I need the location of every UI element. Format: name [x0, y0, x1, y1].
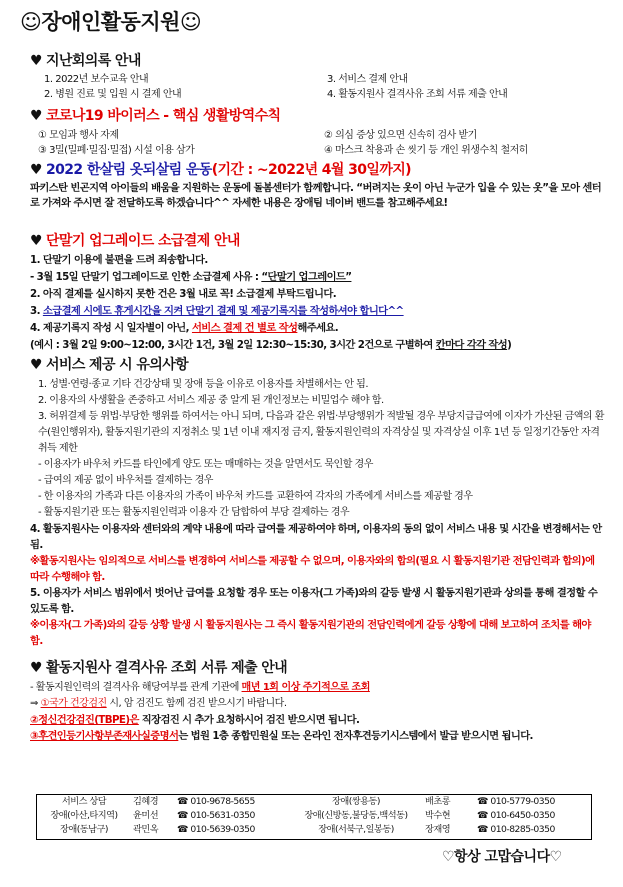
caution-body [30, 377, 605, 649]
text-line: - 활동지원기관 또는 활동지원인력과 이용자 간 담합하여 부당 결제하는 경우 [38, 507, 350, 518]
list-row [38, 143, 610, 158]
text-line: - 활동지원인력의 결격사유 해당여부를 관계 기관에 매년 1회 이상 주기적으로 조회 [30, 682, 370, 693]
text-line: - 이용자가 바우처 카드를 타인에게 양도 또는 매매하는 것을 알면서도 묵인할 경우 [38, 459, 373, 470]
heart-icon: ♥ [30, 108, 42, 124]
text-line: 3. 허위결제 등 위법·부당한 행위를 하여서는 아니 되며, 다음과 같은 위법·부당행위가 적발될 경우 부당지급급여에 이자가 가산된 금액의 환수(원인행위자), 활동지원기관의 지정취소 및 1년 이내 재지정 금지, 활동지원인력의 자격상실 및 자격상실 이후 1년 등 일정기간동안 자격취득 제한 [38, 411, 604, 454]
note-line: ※이용자(그 가족)와의 갈등 상황 발생 시 활동지원사는 그 즉시 활동지원기관의 전담인력에게 갈등 상황에 대해 보고하여 조치를 해야 함. [30, 619, 591, 647]
text-line: - 3월 15일 단말기 업그레이드로 인한 소급결제 사유 : “단말기 업그레이드” [30, 271, 352, 283]
section-heading: ♥ 지난회의록 안내 [30, 53, 141, 69]
list-item: 4. 활동지원사 결격사유 조회 서류 제출 안내 [327, 89, 508, 100]
text-line: - 급여의 제공 없이 바우처를 결제하는 경우 [38, 475, 213, 486]
list-item: ④ 마스크 착용과 손 씻기 등 개인 위생수칙 철저히 [324, 145, 528, 156]
text-line: 1. 성별·연령·종교 기타 건강상태 및 장애 등을 이유로 이용자를 차별해서는 안 됨. [38, 379, 369, 390]
text-line: 4. 활동지원사는 이용자와 센터와의 계약 내용에 따라 급여를 제공하여야 하며, 이용자의 동의 없이 서비스 내용 및 시간을 변경해서는 안 됨. [30, 523, 602, 551]
text-line: - 한 이용자의 가족과 다른 이용자의 가족이 바우처 카드를 교환하여 각자의 가족에게 서비스를 제공할 경우 [38, 491, 473, 502]
heart-icon: ♥ [30, 53, 42, 69]
section-documents [30, 657, 610, 744]
section-meeting [30, 50, 610, 102]
list-item: ③ 3밀(밀폐·밀집·밀접) 시설 이용 삼가 [38, 145, 195, 156]
heart-icon: ♥ [30, 357, 42, 373]
text-line: ②정신건강검진(TBPE)은 직장검진 시 추가 요청하시어 검진 받으시면 됩니다. [30, 714, 360, 726]
table-row: 장애(동남구) 곽민옥 ☎ 010-5639-0350 장애(서북구,일봉동) 장재영 ☎ 010-8285-0350 [59, 824, 555, 835]
section-heading: ♥ 단말기 업그레이드 소급결제 안내 [30, 233, 240, 249]
text-line: 2. 아직 결제를 실시하지 못한 건은 3월 내로 꼭! 소급결제 부탁드립니다. [30, 288, 337, 300]
list-row [38, 128, 610, 143]
text-line: ③후견인등기사항부존재사실증명서는 법원 1층 종합민원실 또는 온라인 전자후견등기시스템에서 발급 받으시면 됩니다. [30, 730, 533, 742]
list-item: ① 모임과 행사 자제 [38, 130, 119, 141]
section-heading: ♥ 코로나19 바이러스 - 핵심 생활방역수칙 [30, 108, 281, 124]
upgrade-body [30, 252, 610, 354]
list-item: 1. 2022년 보수교육 안내 [44, 74, 149, 85]
note-line: ※활동지원사는 임의적으로 서비스를 변경하여 서비스를 제공할 수 없으며, 이용자와의 합의(필요 시 활동지원기관 전담인력과 합의)에 따라 수행해야 함. [30, 555, 595, 583]
list-item: 2. 병원 진료 및 입원 시 결제 안내 [44, 89, 182, 100]
list-item: 3. 서비스 결제 안내 [327, 74, 408, 85]
meeting-list [44, 72, 610, 102]
text-line: 4. 제공기록지 작성 시 일자별이 아닌, 서비스 결제 건 별로 작성해주세요. [30, 322, 339, 334]
covid-list [38, 128, 610, 158]
footer-thanks: ♡항상 고맙습니다♡ [442, 849, 562, 865]
text-line: 5. 이용자가 서비스 범위에서 벗어난 급여를 요청할 경우 또는 이용자(그 가족)와의 갈등 발생 시 활동지원기관과 상의를 통해 결정할 수 있도록 함. [30, 587, 598, 615]
list-row [44, 87, 610, 102]
text-line: ⇒ ①국가 건강검진 시, 암 검진도 함께 검진 받으시기 바랍니다. [30, 698, 287, 709]
section-caution [30, 354, 610, 649]
text-line: 1. 단말기 이용에 불편을 드려 죄송합니다. [30, 254, 208, 266]
section-heading: ♥ 서비스 제공 시 유의사항 [30, 357, 189, 373]
text-line: 2. 이용자의 사생활을 존중하고 서비스 제공 중 알게 된 개인정보는 비밀업수 해야 함. [38, 395, 384, 406]
table-row: 장애(아산,타지역) 윤미선 ☎ 010-5631-0350 장애(신방동,불당동,백석동) 박수현 ☎ 010-6450-0350 [50, 810, 555, 821]
section-heading: ♥ 2022 한살림 옷되살림 운동(기간 : ~2022년 4월 30일까지) [30, 162, 411, 178]
heart-icon: ♥ [30, 660, 42, 676]
section-heading: ♥ 활동지원사 결격사유 조회 서류 제출 안내 [30, 660, 288, 676]
heart-icon: ♥ [30, 162, 42, 178]
text-line: 3. 소급결제 시에도 휴게시간을 지켜 단말기 결제 및 제공기록지를 작성하셔야 합니다^^ [30, 305, 404, 317]
contact-table [36, 794, 592, 840]
section-covid [30, 105, 610, 158]
table-row: 서비스 상담 김혜경 ☎ 010-9678-5655 장애(쌍용동) 배초롱 ☎ 010-5779-0350 [61, 796, 555, 807]
list-item: ② 의심 증상 있으면 신속히 검사 받기 [324, 130, 477, 141]
list-row [44, 72, 610, 87]
section-upgrade [30, 230, 610, 354]
heart-icon: ♥ [30, 233, 42, 249]
page-title: ☺장애인활동지원☺ [20, 10, 202, 34]
documents-body [30, 680, 605, 744]
section-campaign [30, 159, 610, 211]
campaign-body: 파키스탄 빈곤지역 아이들의 배움을 지원하는 운동에 돌봄센터가 함께합니다. “버려지는 옷이 아닌 누군가 입을 수 있는 옷”을 모아 센터로 가져와 주시면 잘 전달하도록 하겠습니다^^ 자세한 내용은 장애팀 네이버 밴드를 참고해주세요! [30, 182, 602, 209]
text-line: (예시 : 3월 2일 9:00~12:00, 3시간 1건, 3월 2일 12:30~15:30, 3시간 2건으로 구별하여 칸마다 각각 작성) [30, 339, 512, 351]
